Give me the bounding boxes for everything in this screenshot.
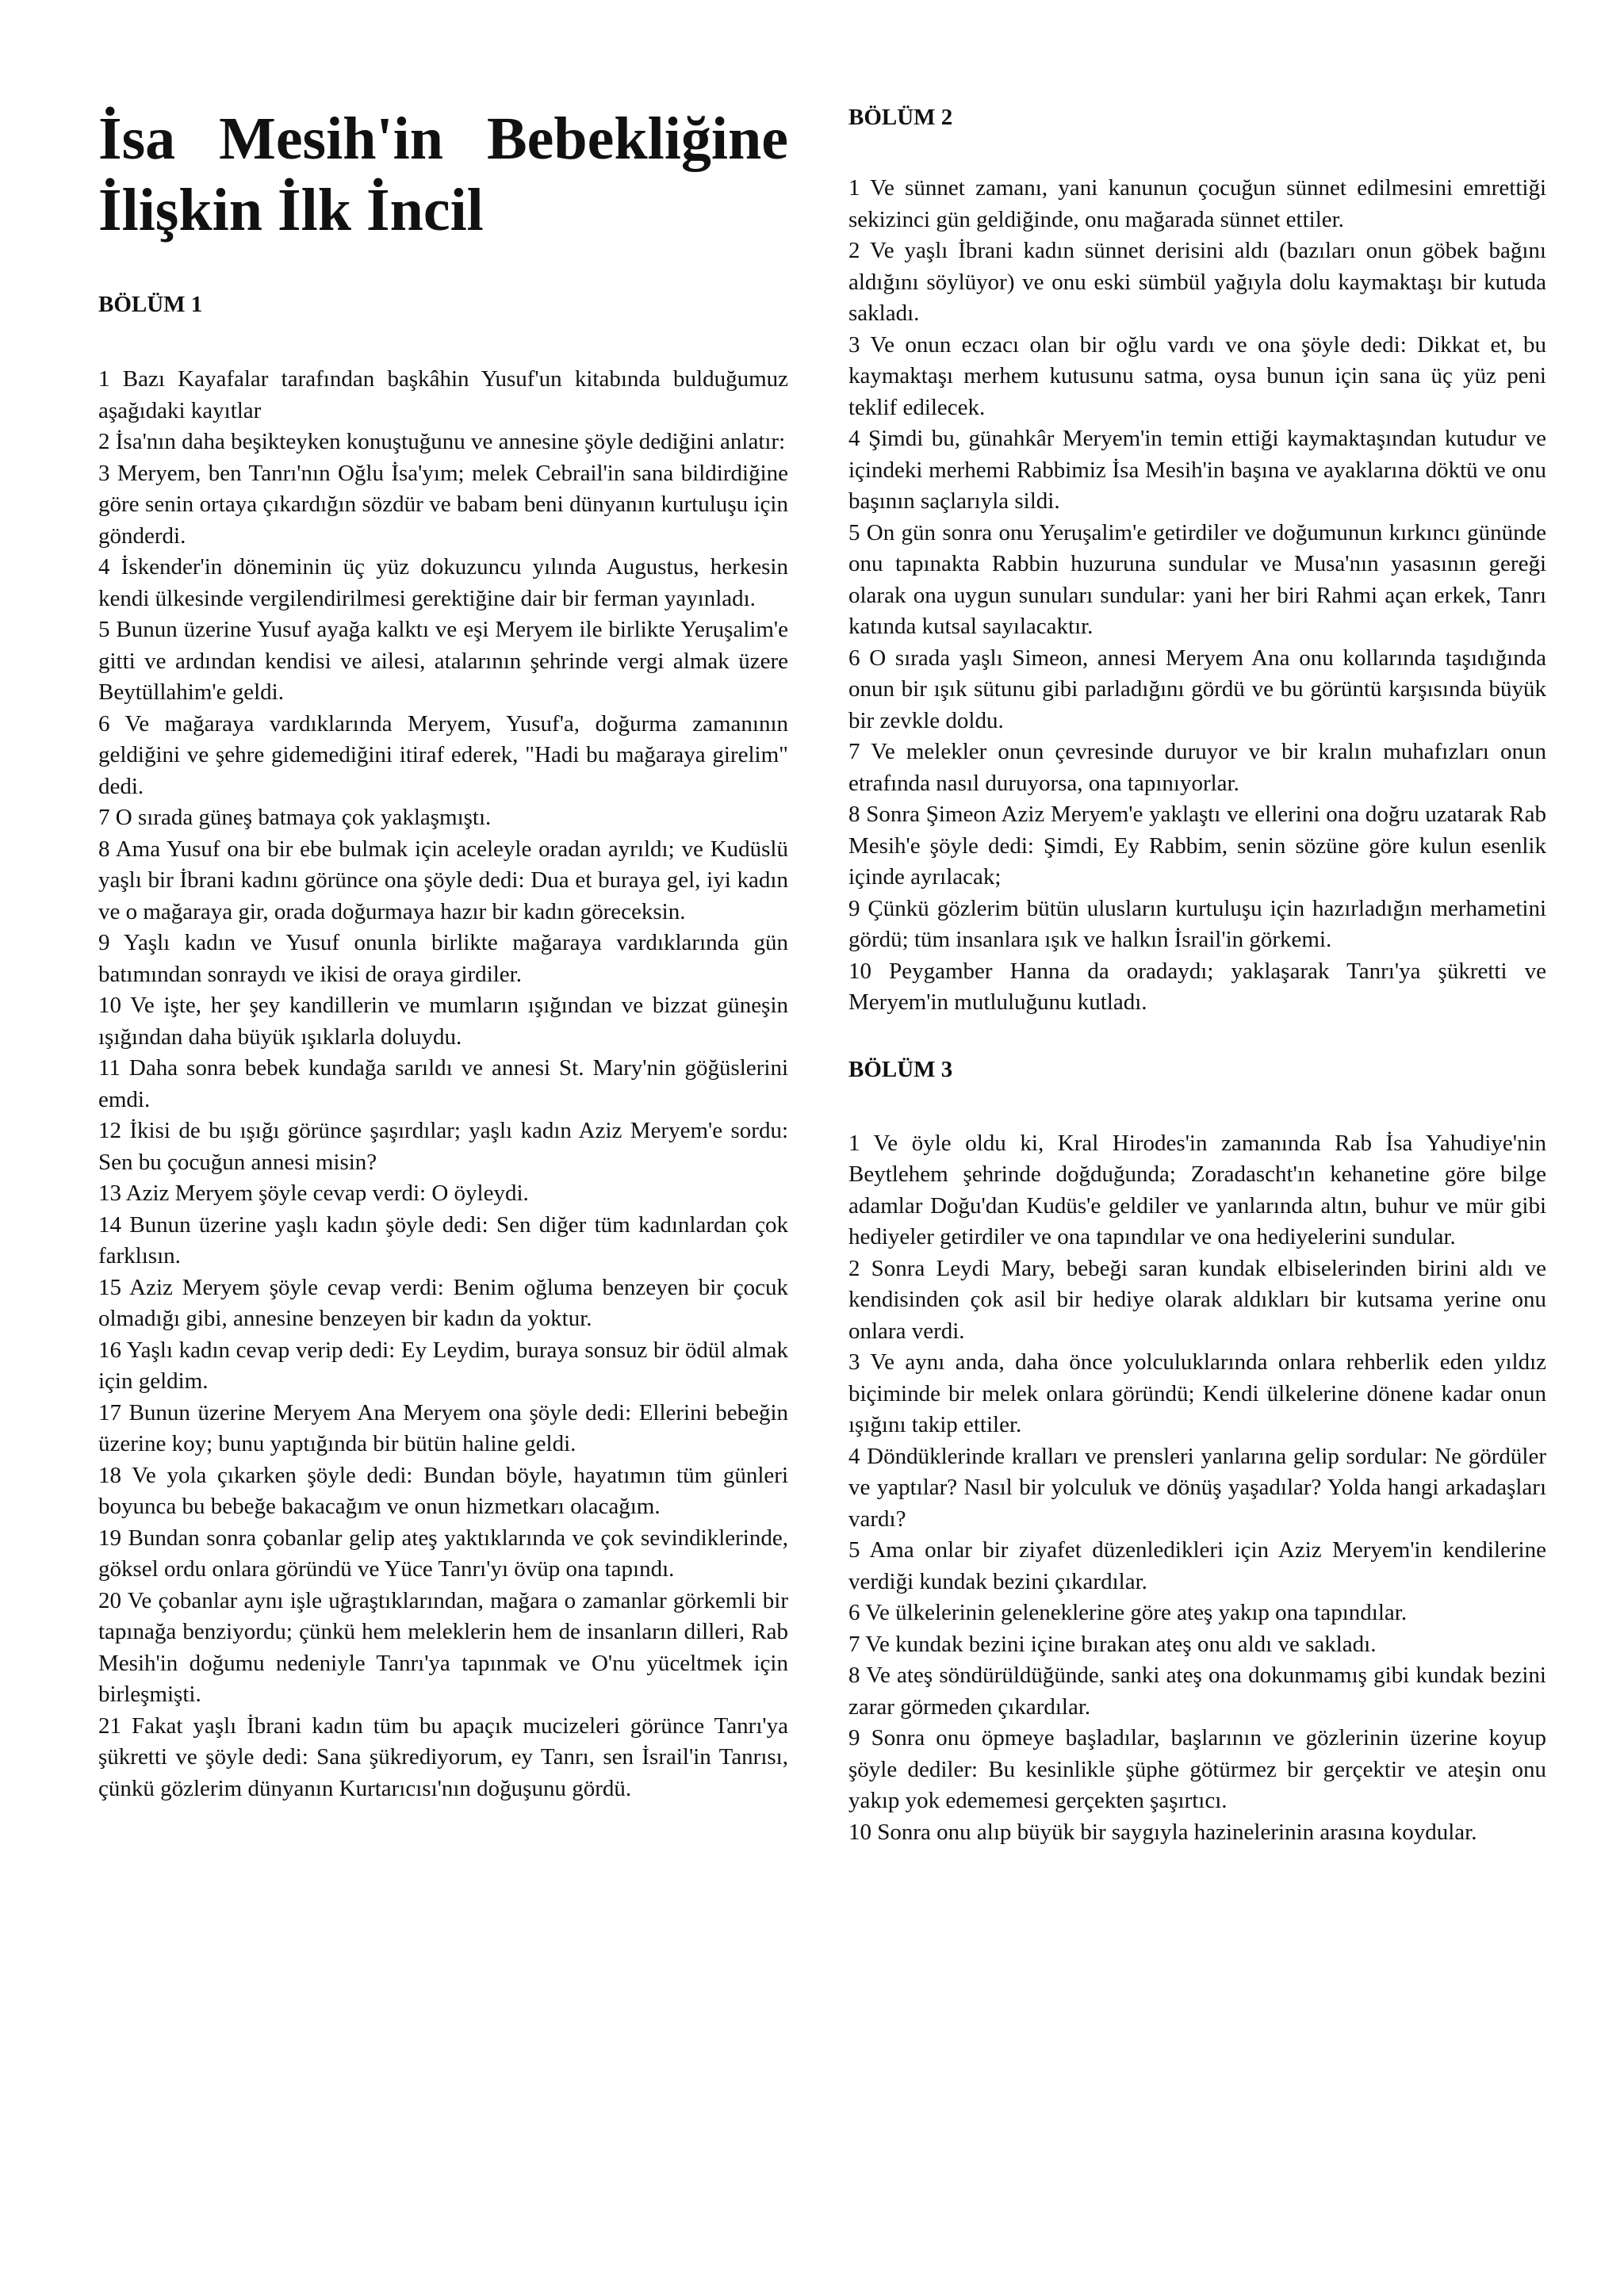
verse-paragraph: 5 On gün sonra onu Yeruşalim'e getirdiler ve doğumunun kırkıncı gününde onu tapınakta Rabbin huzuruna sundular ve Musa'nın yasasının gereği olarak ona uygun sunuları sundular: yani her biri Rahmi açan erkek, Tanrı katında kutsal sayılacaktır. [848,519,1546,639]
verse-paragraph: 2 Ve yaşlı İbrani kadın sünnet derisini aldı (bazıları onun göbek bağını aldığını söylüyor) ve onu eski sümbül yağıyla dolu kaymaktaşı bir kutuda sakladı. [848,238,1546,326]
verse-paragraph: 14 Bunun üzerine yaşlı kadın şöyle dedi: Sen diğer tüm kadınlardan çok farklısın. [98,1211,788,1269]
verse-paragraph: 4 Şimdi bu, günahkâr Meryem'in temin ettiği kaymaktaşından kutudur ve içindeki merhemi Rabbimiz İsa Mesih'in başına ve ayaklarına döktü ve onu başının saçlarıyla sildi. [848,426,1546,514]
verse-paragraph: 12 İkisi de bu ışığı görünce şaşırdılar; yaşlı kadın Aziz Meryem'e sordu: Sen bu çocuğun annesi misin? [98,1118,788,1175]
verse-paragraph: 2 Sonra Leydi Mary, bebeği saran kundak elbiselerinden birini aldı ve kendisinden çok asil bir hediye olarak aldıkları bir kutsama yerine onu onlara verdi. [848,1255,1546,1344]
verse-paragraph: 9 Çünkü gözlerim bütün ulusların kurtuluşu için hazırladığın merhametini gördü; tüm insanlara ışık ve halkın İsrail'in görkemi. [848,895,1546,952]
verse-paragraph: 4 Döndüklerinde kralları ve prensleri yanlarına gelip sordular: Ne gördüler ve yaptılar? Nasıl bir yolculuk ve dönüş yaşadılar? Yolda hangi arkadaşları vardı? [848,1443,1546,1532]
verse-paragraph: 10 Ve işte, her şey kandillerin ve mumların ışığından ve bizzat güneşin ışığından daha büyük ışıklarla doluydu. [98,993,788,1050]
verse-paragraph: 21 Fakat yaşlı İbrani kadın tüm bu apaçık mucizeleri görünce Tanrı'ya şükretti ve şöyle dedi: Sana şükrediyorum, ey Tanrı, sen İsrail'in Tanrısı, çünkü gözlerim dünyanın Kurtarıcısı'nın doğuşunu gördü. [98,1712,788,1801]
verse-paragraph: 2 İsa'nın daha beşikteyken konuştuğunu ve annesine şöyle dediğini anlatır: [98,429,786,454]
document-title-line-1: İsa Mesih'in Bebekliğine [98,105,788,172]
verse-paragraph: 13 Aziz Meryem şöyle cevap verdi: O öyleydi. [98,1181,529,1206]
chapter-heading: BÖLÜM 3 [848,1056,953,1082]
verse-paragraph: 17 Bunun üzerine Meryem Ana Meryem ona şöyle dedi: Ellerini bebeğin üzerine koy; bunu yaptığında bir bütün haline geldi. [98,1399,788,1456]
verse-paragraph: 15 Aziz Meryem şöyle cevap verdi: Benim oğluma benzeyen bir çocuk olmadığı gibi, annesine benzeyen bir kadın da yoktur. [98,1274,788,1331]
verse-paragraph: 7 Ve melekler onun çevresinde duruyor ve bir kralın muhafızları onun etrafında nasıl duruyorsa, ona tapınıyorlar. [848,739,1546,796]
verse-paragraph: 6 Ve ülkelerinin geleneklerine göre ateş yakıp ona tapındılar. [848,1600,1408,1625]
verse-paragraph: 6 Ve mağaraya vardıklarında Meryem, Yusuf'a, doğurma zamanının geldiğini ve şehre gidemediğini itiraf ederek, "Hadi bu mağaraya girelim" dedi. [98,710,788,799]
verse-paragraph: 4 İskender'in döneminin üç yüz dokuzuncu yılında Augustus, herkesin kendi ülkesinde vergilendirilmesi gerektiğine dair bir ferman yayınladı. [98,554,788,611]
verse-paragraph: 8 Sonra Şimeon Aziz Meryem'e yaklaştı ve ellerini ona doğru uzatarak Rab Mesih'e şöyle dedi: Şimdi, Ey Rabbim, senin sözüne göre kulun esenlik içinde ayrılacak; [848,802,1546,890]
verse-paragraph: 8 Ama Yusuf ona bir ebe bulmak için aceleyle oradan ayrıldı; ve Kudüslü yaşlı bir İbrani kadını görünce ona şöyle dedi: Dua et buraya gel, iyi kadın ve o mağaraya gir, orada doğurmaya hazır bir kadın göreceksin. [98,836,788,924]
verse-paragraph: 1 Bazı Kayafalar tarafından başkâhin Yusuf'un kitabında bulduğumuz aşağıdaki kayıtlar [98,366,788,423]
verse-paragraph: 5 Ama onlar bir ziyafet düzenledikleri için Aziz Meryem'in kendilerine verdiği kundak bezini çıkardılar. [848,1537,1546,1594]
verse-paragraph: 8 Ve ateş söndürüldüğünde, sanki ateş ona dokunmamış gibi kundak bezini zarar görmeden çıkardılar. [848,1663,1546,1720]
verse-paragraph: 10 Peygamber Hanna da oradaydı; yaklaşarak Tanrı'ya şükretti ve Meryem'in mutluluğunu kutladı. [848,958,1546,1015]
verse-paragraph: 3 Ve onun eczacı olan bir oğlu vardı ve ona şöyle dedi: Dikkat et, bu kaymaktaşı merhem kutusunu satma, oysa bunun için sana üç yüz peni teklif edilecek. [848,331,1546,420]
verse-paragraph: 5 Bunun üzerine Yusuf ayağa kalktı ve eşi Meryem ile birlikte Yeruşalim'e gitti ve ardından kendisi ve ailesi, atalarının şehrinde vergi almak üzere Beytüllahim'e geldi. [98,617,788,705]
verse-paragraph: 20 Ve çobanlar aynı işle uğraştıklarından, mağara o zamanlar görkemli bir tapınağa benziyordu; çünkü hem meleklerin hem de insanların dilleri, Rab Mesih'in doğumu nedeniyle Tanrı'ya tapınmak ve O'nu yüceltmek için birleşmişti. [98,1587,788,1707]
left-column [98,0,788,1804]
verse-paragraph: 9 Sonra onu öpmeye başladılar, başlarının ve gözlerinin üzerine koyup şöyle dediler: Bu kesinlikle şüphe götürmez bir gerçektir ve ateşin onu yakıp yok edememesi gerçekten şaşırtıcı. [848,1725,1546,1813]
verse-paragraph: 10 Sonra onu alıp büyük bir saygıyla hazinelerinin arasına koydular. [848,1819,1477,1845]
verse-paragraph: 19 Bundan sonra çobanlar gelip ateş yaktıklarında ve çok sevindiklerinde, göksel ordu onlara göründü ve Yüce Tanrı'yı övüp ona tapındı. [98,1525,788,1582]
verse-paragraph: 3 Ve aynı anda, daha önce yolculuklarında onlara rehberlik eden yıldız biçiminde bir melek onlara göründü; Kendi ülkelerine dönene kadar onun ışığını takip ettiler. [848,1349,1546,1437]
chapter-verses [848,1128,1546,1849]
verse-paragraph: 6 O sırada yaşlı Simeon, annesi Meryem Ana onu kollarında taşıdığında onun bir ışık sütunu gibi parladığını gördü ve bu görüntü karşısında büyük bir zevkle doldu. [848,645,1546,733]
verse-paragraph: 9 Yaşlı kadın ve Yusuf onunla birlikte mağaraya vardıklarında gün batımından sonraydı ve ikisi de oraya girdiler. [98,930,788,987]
verse-paragraph: 16 Yaşlı kadın cevap verip dedi: Ey Leydim, buraya sonsuz bir ödül almak için geldim. [98,1337,788,1394]
chapter-verses [98,364,788,1804]
verse-paragraph: 1 Ve öyle oldu ki, Kral Hirodes'in zamanında Rab İsa Yahudiye'nin Beytlehem şehrinde doğduğunda; Zoradascht'ın kehanetine göre bilge adamlar Doğu'dan Kudüs'e geldiler ve yanlarında altın, buhur ve mür gibi hediyeler getirdiler ve ona tapındılar ve ona hediyelerini sundular. [848,1130,1546,1249]
chapter-verses [848,173,1546,1019]
verse-paragraph: 1 Ve sünnet zamanı, yani kanunun çocuğun sünnet edilmesini emrettiği sekizinci gün geldiğinde, onu mağarada sünnet ettiler. [848,175,1546,232]
verse-paragraph: 7 Ve kundak bezini içine bırakan ateş onu aldı ve sakladı. [848,1631,1377,1657]
chapter-heading: BÖLÜM 2 [848,105,953,130]
document-title-line-2: İlişkin İlk İncil [98,177,484,243]
document-title [98,103,788,246]
verse-paragraph: 3 Meryem, ben Tanrı'nın Oğlu İsa'yım; melek Cebrail'in sana bildirdiğine göre senin ortaya çıkardığın sözdür ve babam beni dünyanın kurtuluşu için gönderdi. [98,460,788,549]
verse-paragraph: 7 O sırada güneş batmaya çok yaklaşmıştı. [98,805,492,830]
verse-paragraph: 11 Daha sonra bebek kundağa sarıldı ve annesi St. Mary'nin göğüslerini emdi. [98,1055,788,1112]
right-column [848,0,1546,1848]
chapter-heading: BÖLÜM 1 [98,292,203,317]
verse-paragraph: 18 Ve yola çıkarken şöyle dedi: Bundan böyle, hayatımın tüm günleri boyunca bu bebeğe bakacağım ve onun hizmetkarı olacağım. [98,1462,788,1519]
